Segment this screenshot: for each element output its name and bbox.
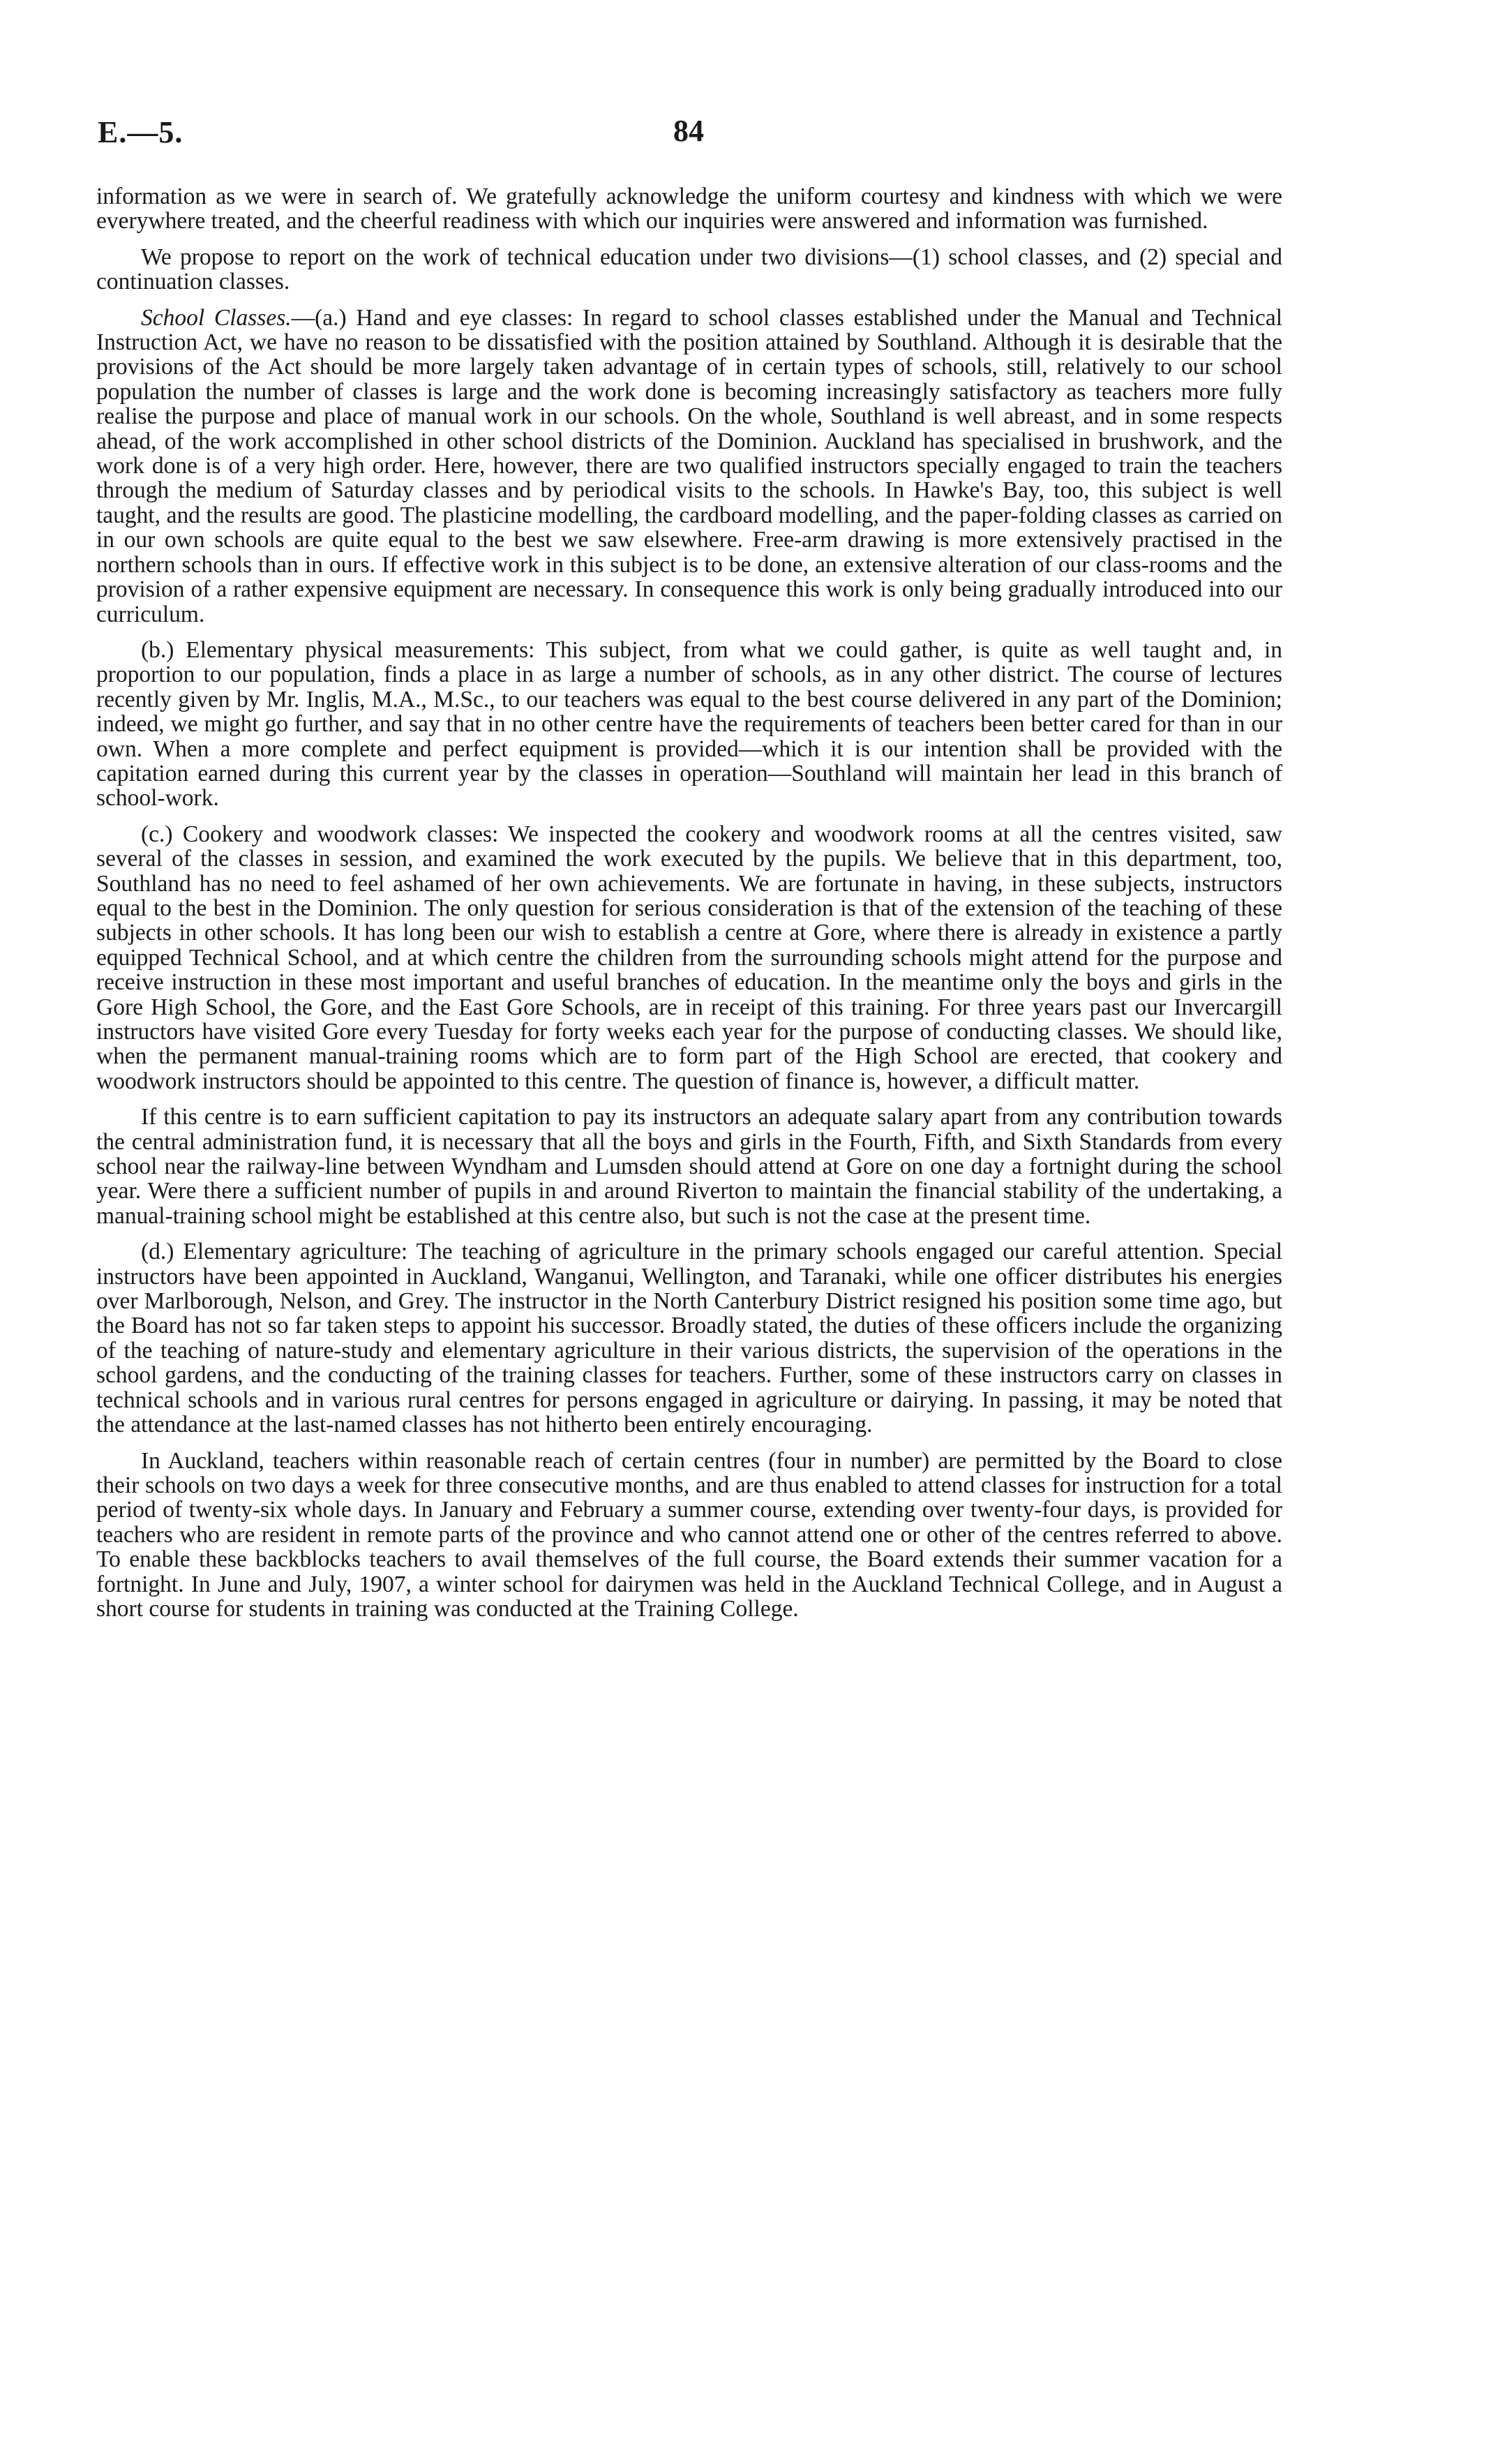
paragraph-lead-heading: School Classes.: [141, 304, 292, 331]
paragraph-auckland-teachers: [96, 1449, 1282, 1622]
paragraph-school-classes: [96, 306, 1282, 627]
paragraph-text: In Auckland, teachers within reasonable reach of certain centres (four in number) are permitted by the Board to close their schools on two days a week for three consecutive months, and are thus enabled to attend classes for instruction for a total period of twenty-six whole days. In January and February a summer course, extending over twenty-four days, is provided for teachers who are resident in remote parts of the province and who cannot attend one or other of the centres referred to above. To enable these backblocks teachers to avail themselves of the full course, the Board extends their summer vacation for a fortnight. In June and July, 1907, a winter school for dairymen was held in the Auckland Technical College, and in August a short course for students in training was conducted at the Training College.: [96, 1447, 1282, 1622]
paragraph-divisions: [96, 245, 1282, 294]
report-body: [96, 184, 1282, 1621]
paragraph-cookery-woodwork: [96, 822, 1282, 1093]
paragraph-text: (c.) Cookery and woodwork classes: We inspected the cookery and woodwork rooms at all the centres visited, saw several of the classes in session, and examined the work executed by the pupils. We believe that in this department, too, Southland has no need to feel ashamed of her own achievements. We are fortunate in having, in these subjects, instructors equal to the best in the Dominion. The only question for serious consideration is that of the extension of the teaching of these subjects in other schools. It has long been our wish to establish a centre at Gore, where there is already in existence a partly equipped Technical School, and at which centre the children from the surrounding schools might attend for the purpose and receive instruction in these most important and useful branches of education. In the meantime only the boys and girls in the Gore High School, the Gore, and the East Gore Schools, are in receipt of this training. For three years past our Invercargill instructors have visited Gore every Tuesday for forty weeks each year for the purpose of conducting classes. We should like, when the permanent manual-training rooms which are to form part of the High School are erected, that cookery and woodwork instructors should be appointed to this centre. The question of finance is, however, a difficult matter.: [96, 821, 1282, 1094]
page-number: 84: [673, 114, 704, 148]
paragraph-text: (d.) Elementary agriculture: The teaching of agriculture in the primary schools engaged our careful attention. Special instructors have been appointed in Auckland, Wanganui, Wellington, and Taranaki, while one officer distributes his energies over Marlborough, Nelson, and Grey. The instructor in the North Canterbury District resigned his position some time ago, but the Board has not so far taken steps to appoint his successor. Broadly stated, the duties of these officers include the organizing of the teaching of nature-study and elementary agriculture in their various districts, the supervision of the operations in the school gardens, and the conducting of the training classes for teachers. Further, some of these instructors carry on classes in technical schools and in various rural centres for persons engaged in agriculture or dairying. In passing, it may be noted that the attendance at the last-named classes has not hitherto been entirely encouraging.: [96, 1239, 1282, 1438]
parliamentary-paper-reference: E.—5.: [98, 115, 183, 149]
paragraph-text: If this centre is to earn sufficient capitation to pay its instructors an adequate salary apart from any contribution towards the central administration fund, it is necessary that all the boys and girls in the Fourth, Fifth, and Sixth Standards from every school near the railway-line between Wyndham and Lumsden should attend at Gore on one day a fortnight during the school year. Were there a sufficient number of pupils in and around Riverton to maintain the financial stability of the undertaking, a manual-training school might be established at this centre also, but such is not the case at the present time.: [96, 1104, 1282, 1229]
paragraph-text: —(a.) Hand and eye classes: In regard to school classes established under the Manual and Technical Instruction Act, we have no reason to be dissatisfied with the position attained by Southland. Although it is desirable that the provisions of the Act should be more largely taken advantage of in certain types of schools, still, relatively to our school population the number of classes is large and the work done is becoming increasingly satisfactory as teachers more fully realise the purpose and place of manual work in our schools. On the whole, Southland is well abreast, and in some respects ahead, of the work accomplished in other school districts of the Dominion. Auckland has specialised in brushwork, and the work done is of a very high order. Here, however, there are two qualified instructors specially engaged to train the teachers through the medium of Saturday classes and by periodical visits to the schools. In Hawke's Bay, too, this subject is well taught, and the results are good. The plasticine modelling, the cardboard modelling, and the paper-folding classes as carried on in our own schools are quite equal to the best we saw elsewhere. Free-arm drawing is more extensively practised in the northern schools than in ours. If effective work in this subject is to be done, an extensive alteration of our class-rooms and the provision of a rather expensive equipment are necessary. In consequence this work is only being gradually introduced into our curriculum.: [96, 304, 1283, 627]
paragraph-text: We propose to report on the work of technical education under two divisions—(1) school classes, and (2) special and continuation classes.: [96, 244, 1282, 295]
paragraph-elementary-agriculture: [96, 1239, 1282, 1437]
paragraph-gore-centre: [96, 1105, 1282, 1228]
paragraph-intro-continuation: [96, 184, 1282, 234]
paragraph-text: (b.) Elementary physical measurements: This subject, from what we could gather, is quite as well taught and, in proportion to our population, finds a place in as large a number of schools, as in any other district. The course of lectures recently given by Mr. Inglis, M.A., M.Sc., to our teachers was equal to the best course delivered in any part of the Dominion; indeed, we might go further, and say that in no other centre have the requirements of teachers been better cared for than in our own. When a more complete and perfect equipment is provided—which it is our intention shall be provided with the capitation earned during this current year by the classes in operation—Southland will maintain her lead in this branch of school-work.: [96, 636, 1282, 812]
paragraph-physical-measurements: [96, 638, 1282, 811]
paragraph-text: information as we were in search of. We gratefully acknowledge the uniform courtesy and kindness with which we were everywhere treated, and the cheerful readiness with which our inquiries were answered and information was furnished.: [96, 184, 1282, 234]
